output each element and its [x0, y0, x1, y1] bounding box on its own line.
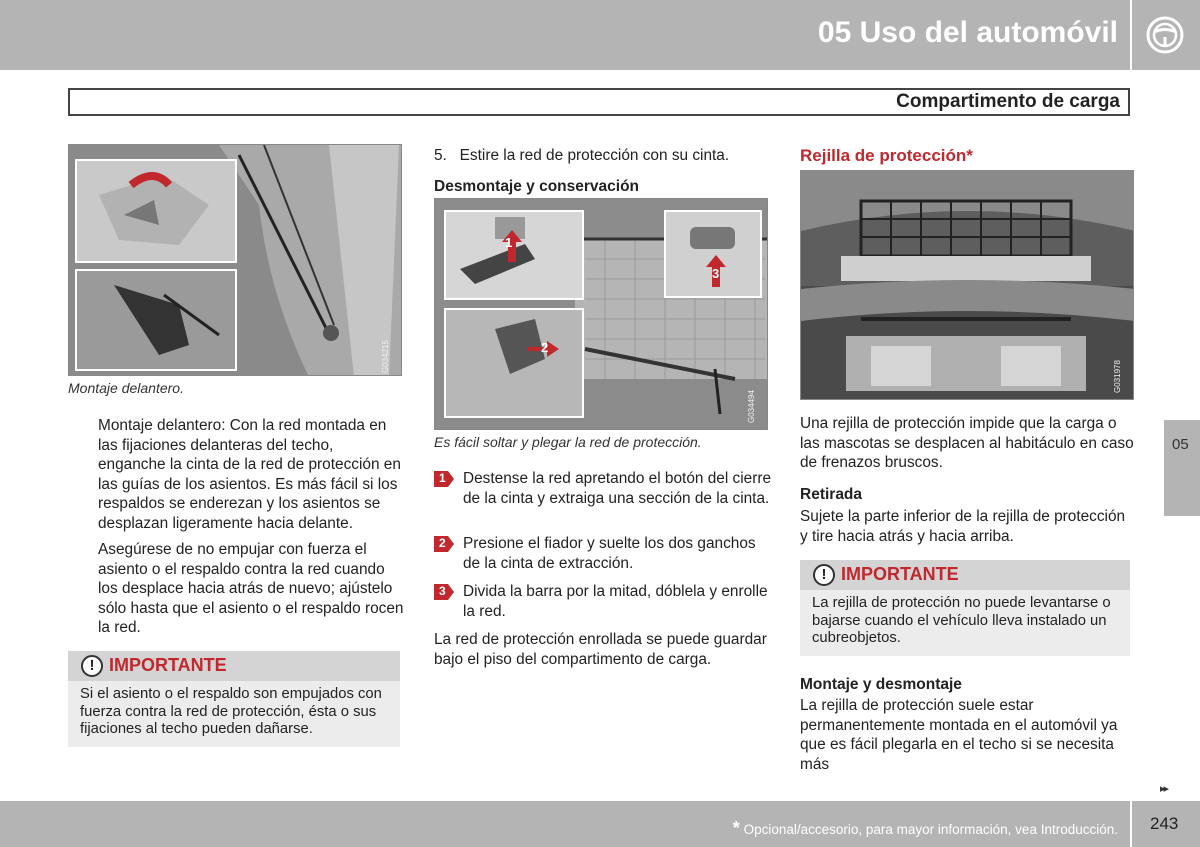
figure-caption: Es fácil soltar y plegar la red de protección.	[434, 434, 702, 450]
heading-grille: Rejilla de protección*	[800, 146, 973, 165]
figure-code: G034215	[381, 340, 390, 373]
section-title: Compartimento de carga	[896, 91, 1120, 112]
removal-illustration	[435, 199, 768, 430]
page-number: 243	[1150, 814, 1179, 833]
list-item	[434, 469, 774, 508]
front-mount-illustration	[69, 145, 402, 376]
paragraph-removal-grille: Sujete la parte inferior de la rejilla de protección y tire hacia atrás y hacia arriba.	[800, 508, 1126, 545]
important-label: IMPORTANTE	[109, 655, 227, 675]
list-item	[434, 582, 774, 621]
footer-note-text: Opcional/accesorio, para mayor información, vea Introducción.	[743, 822, 1118, 837]
list-item	[434, 534, 774, 573]
heading-removal: Desmontaje y conservación	[434, 178, 640, 195]
chapter-tab[interactable]	[1164, 420, 1200, 516]
step-number: 2	[439, 536, 446, 550]
step-number: 3	[439, 584, 446, 598]
paragraph-caution: Asegúrese de no empujar con fuerza el asiento o el respaldo contra la red cuando los desplace hacia atrás de nuevo; ajústelo sólo hasta que el asiento o el respaldo rocen la red.	[98, 541, 404, 636]
figure-label-3: 3	[712, 266, 720, 281]
step-number: 1	[439, 471, 446, 485]
important-text: Si el asiento o el respaldo son empujados con fuerza contra la red de protección, ésta o sus fijaciones al techo pueden dañarse.	[80, 686, 382, 737]
important-label: IMPORTANTE	[841, 564, 959, 584]
figure-label-2: 2	[541, 340, 549, 355]
footer-note	[733, 818, 1118, 839]
chapter-tab-label: 05	[1172, 436, 1189, 453]
important-header	[68, 651, 400, 681]
figure-label-1: 1	[505, 235, 513, 250]
important-box-right	[800, 560, 1130, 656]
step-text: Divida la barra por la mitad, dóblela y enrolle la red.	[463, 583, 768, 620]
exclamation-icon: !	[81, 655, 103, 677]
exclamation-icon: !	[813, 564, 835, 586]
important-box-left	[68, 651, 400, 747]
figure-code: G034494	[747, 390, 756, 423]
paragraph-mounting: La rejilla de protección suele estar permanentemente montada en el automóvil ya que es fácil plegarla en el techo si se necesita más	[800, 697, 1118, 773]
important-header	[800, 560, 1130, 590]
figure-front-mount	[68, 144, 402, 376]
paragraph-intro: Una rejilla de protección impide que la carga o las mascotas se desplacen al habitáculo en caso de frenazos bruscos.	[800, 415, 1134, 471]
heading-mounting: Montaje y desmontaje	[800, 676, 962, 693]
step-text: Presione el fiador y suelte los dos ganchos de la cinta de extracción.	[463, 535, 756, 572]
step-5: 5. Estire la red de protección con su cinta.	[434, 147, 730, 164]
chapter-title: 05 Uso del automóvil	[817, 16, 1118, 49]
paragraph-storage: La red de protección enrollada se puede guardar bajo el piso del compartimento de carga.	[434, 631, 767, 668]
continue-marker: ▸▸	[1160, 783, 1168, 795]
figure-grille	[800, 170, 1134, 400]
footer-star: *	[732, 818, 740, 838]
figure-code: G031978	[1113, 360, 1122, 393]
figure-removal	[434, 198, 768, 430]
important-text: La rejilla de protección no puede levantarse o bajarse cuando el vehículo lleva instalado un cubreobjetos.	[812, 595, 1111, 646]
steering-wheel-icon	[1145, 15, 1185, 55]
step-text: Destense la red apretando el botón del cierre de la cinta y extraiga una sección de la cinta.	[463, 470, 772, 507]
paragraph-front-mount: Montaje delantero: Con la red montada en las fijaciones delanteras del techo, enganche la cinta de la red de protección en las guías de los asientos. Es más fácil si los respaldos se enderezan y los asientos se desplazan ligeramente hacia delante.	[98, 417, 401, 532]
heading-removal-grille: Retirada	[800, 486, 863, 503]
section-header	[68, 88, 1130, 116]
figure-caption: Montaje delantero.	[68, 380, 184, 396]
grille-illustration	[801, 171, 1134, 400]
